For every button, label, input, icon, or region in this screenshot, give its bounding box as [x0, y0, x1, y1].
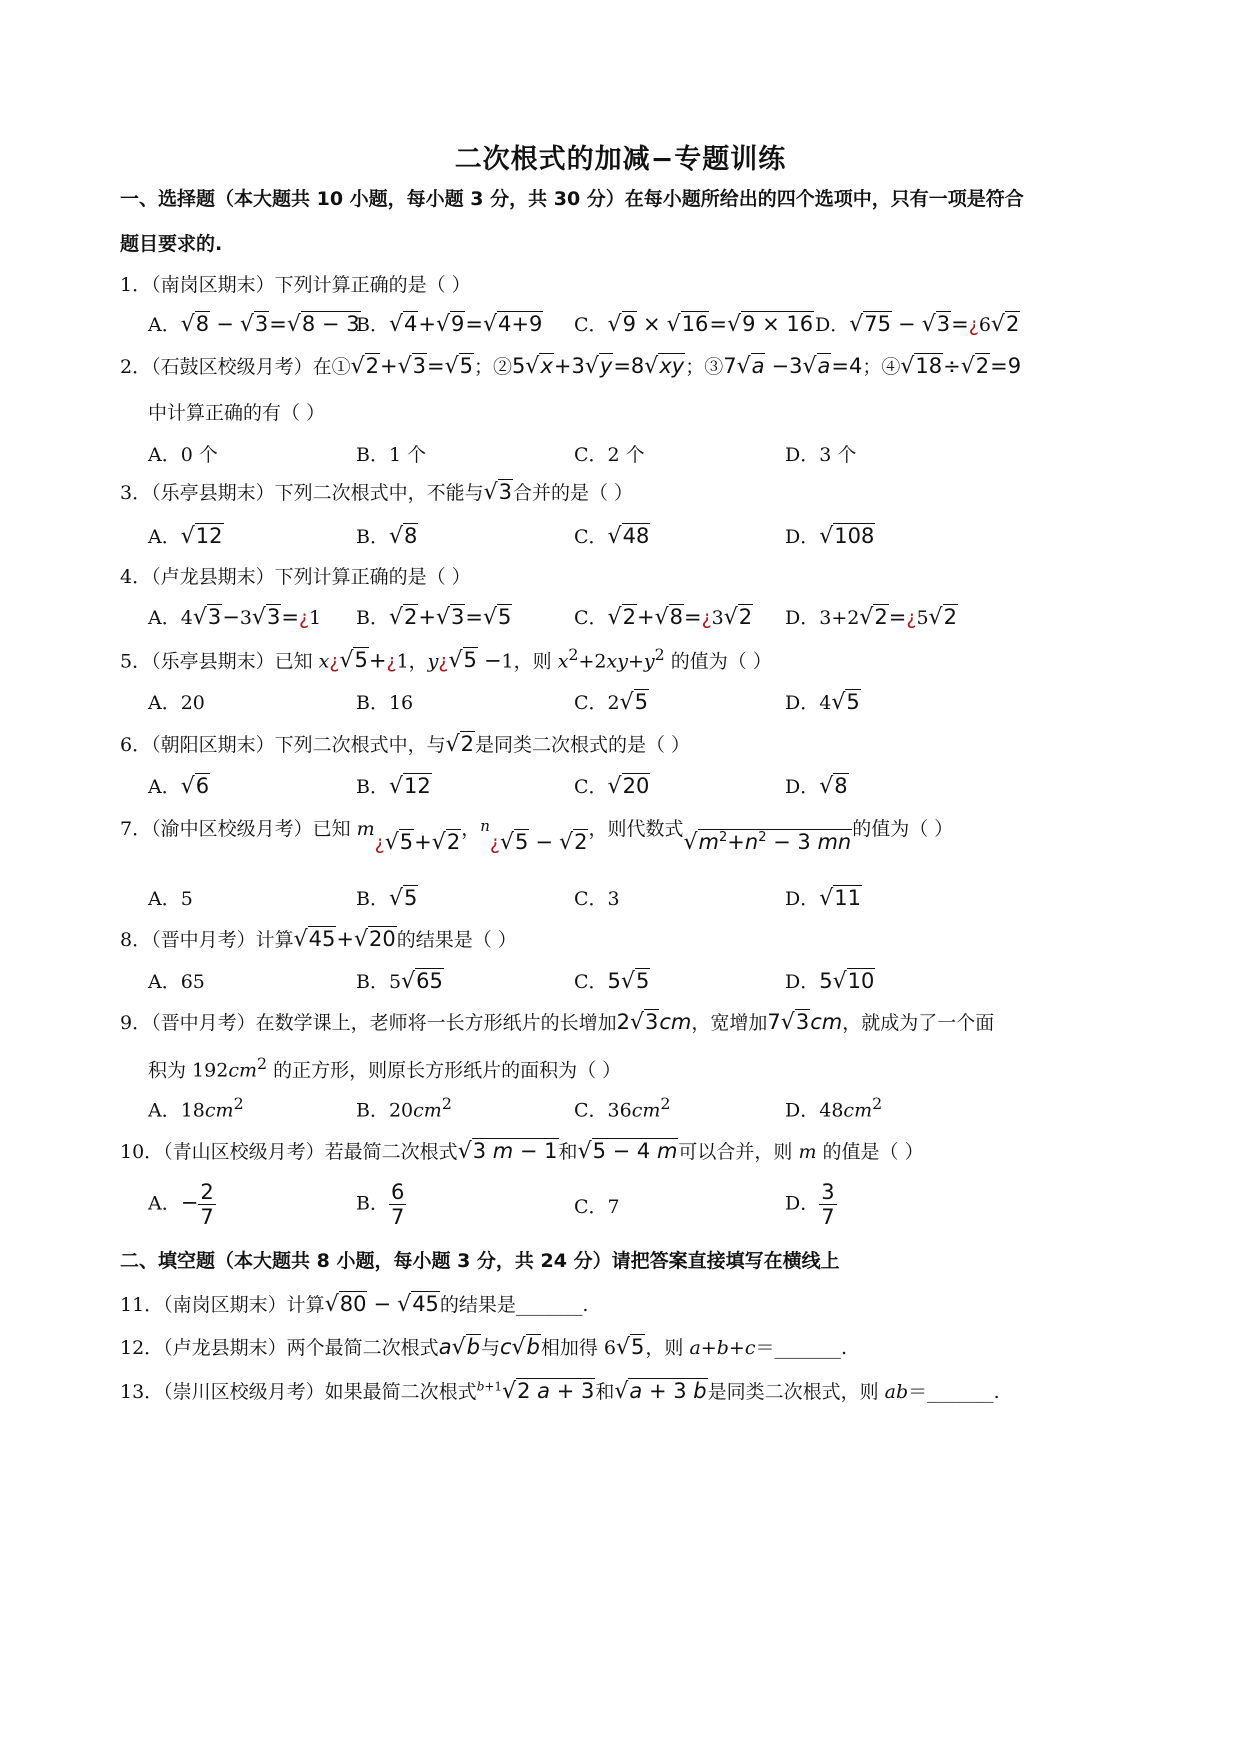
- question-8-option-b: B．5√65: [356, 969, 443, 994]
- question-5-option-b: B．16: [356, 692, 414, 714]
- question-2-option-c: C．2 个: [574, 444, 645, 466]
- question-6-stem: 6．（朝阳区期末）下列二次根式中，与√2是同类二次根式的是（ ）: [120, 732, 691, 757]
- question-5-option-a: A．20: [148, 692, 205, 714]
- question-3-option-b: B．√8: [356, 524, 418, 549]
- question-1-stem: 1．（南岗区期末）下列计算正确的是（ ）: [120, 274, 471, 296]
- question-11-stem: 11．（南岗区期末）计算√80 − √45的结果是_______.: [120, 1292, 589, 1317]
- question-4-option-b: B．√2+√3=√5: [356, 605, 512, 630]
- question-6-option-c: C．√20: [574, 774, 650, 799]
- question-10-stem: 10．（青山区校级月考）若最简二次根式√3 m − 1和√5 − 4 m可以合并，则 m 的值是（ ）: [120, 1139, 924, 1164]
- page-title: 二次根式的加减−专题训练: [454, 144, 787, 175]
- question-9-option-d: D．$48cm^2$: [785, 1094, 883, 1122]
- question-2-stem: 2．（石鼓区校级月考）在①√2+√3=√5；②5√x+3√y=8√xy；③7√a −3√a=4；④√18÷√2=9: [120, 354, 1022, 379]
- question-1-option-c: C．√9 × √16=√9 × 16: [574, 312, 814, 337]
- question-6-option-d: D．√8: [785, 774, 848, 799]
- question-8-option-c: C．5√5: [574, 969, 650, 994]
- question-7-option-c: C．3: [574, 888, 620, 910]
- section-1-heading: 一、选择题（本大题共 10 小题，每小题 3 分，共 30 分）在每小题所给出的四个选项中，只有一项是符合: [120, 188, 1024, 210]
- question-8-stem: 8．（晋中月考）计算√45+√20的结果是（ ）: [120, 927, 517, 952]
- question-3-option-c: C．√48: [574, 524, 650, 549]
- question-12-stem: 12．（卢龙县期末）两个最简二次根式a√b与c√b相加得 6√5，则 a+b+c＝_______.: [120, 1335, 848, 1360]
- question-9-option-a: A．$18cm^2$: [148, 1094, 244, 1122]
- question-9-stem-cont: 积为 $192cm^2$ 的正方形，则原长方形纸片的面积为（ ）: [148, 1054, 622, 1082]
- question-4-stem: 4．（卢龙县期末）下列计算正确的是（ ）: [120, 566, 471, 588]
- question-10-option-c: C．7: [574, 1196, 620, 1218]
- question-5-option-c: C．2√5: [574, 690, 649, 715]
- question-10-option-d: D． $\frac{3}{7}$: [785, 1180, 835, 1229]
- question-6-option-b: B．√12: [356, 774, 431, 799]
- question-13-stem: 13．（崇川区校级月考）如果最简二次根式$^{b+1}$√2 a + 3和√a + 3 b是同类二次根式，则 ab＝_______.: [120, 1379, 1000, 1404]
- question-1-option-b: B．√4+√9=√4+9: [356, 312, 543, 337]
- question-1-option-d: D．√75 − √3=¿6√2: [815, 312, 1020, 337]
- question-2-option-a: A．0 个: [148, 444, 218, 466]
- question-7-option-b: B．√5: [356, 886, 418, 911]
- question-2-option-b: B．1 个: [356, 444, 427, 466]
- question-9-option-b: B．$20cm^2$: [356, 1094, 452, 1122]
- question-8-option-a: A．65: [148, 971, 205, 993]
- question-10-option-a: A．− $\frac{2}{7}$: [148, 1180, 214, 1229]
- question-10-option-b: B． $\frac{6}{7}$: [356, 1180, 405, 1229]
- question-3-option-a: A．√12: [148, 524, 223, 549]
- question-9-option-c: C．$36cm^2$: [574, 1094, 671, 1122]
- question-3-option-d: D．√108: [785, 524, 875, 549]
- question-8-option-d: D．5√10: [785, 969, 875, 994]
- question-3-stem: 3．（乐亭县期末）下列二次根式中，不能与√3合并的是（ ）: [120, 480, 634, 505]
- question-2-option-d: D．3 个: [785, 444, 857, 466]
- question-4-option-d: D．3+2√2=¿5√2: [785, 605, 957, 630]
- question-4-option-c: C．√2+√8=¿3√2: [574, 605, 753, 630]
- question-1-option-a: A．√8 − √3=√8 − 3: [148, 312, 360, 337]
- question-5-stem: 5．（乐亭县期末）已知 x¿√5+¿1，y¿√5 −1，则 $x^2+2xy+y^2$ 的值为（ ）: [120, 645, 772, 674]
- section-2-heading: 二、填空题（本大题共 8 小题，每小题 3 分，共 24 分）请把答案直接填写在横线上: [120, 1250, 840, 1272]
- question-5-option-d: D．4√5: [785, 690, 860, 715]
- question-9-stem: 9．（晋中月考）在数学课上，老师将一长方形纸片的长增加2√3cm，宽增加7√3cm，就成为了一个面: [120, 1010, 995, 1035]
- question-6-option-a: A．√6: [148, 774, 210, 799]
- question-4-option-a: A．4√3−3√3=¿1: [148, 605, 322, 630]
- question-7-stem: 7．（渝中区校级月考）已知 m¿√5+√2，$^n$¿√5 − √2，则代数式$√m^2+n^2 - 3$ mn的值为（ ）: [120, 817, 954, 855]
- question-7-option-d: D．√11: [785, 886, 861, 911]
- question-2-stem-cont: 中计算正确的有（ ）: [148, 402, 326, 424]
- section-1-heading-cont: 题目要求的.: [120, 233, 223, 255]
- question-7-option-a: A．5: [148, 888, 193, 910]
